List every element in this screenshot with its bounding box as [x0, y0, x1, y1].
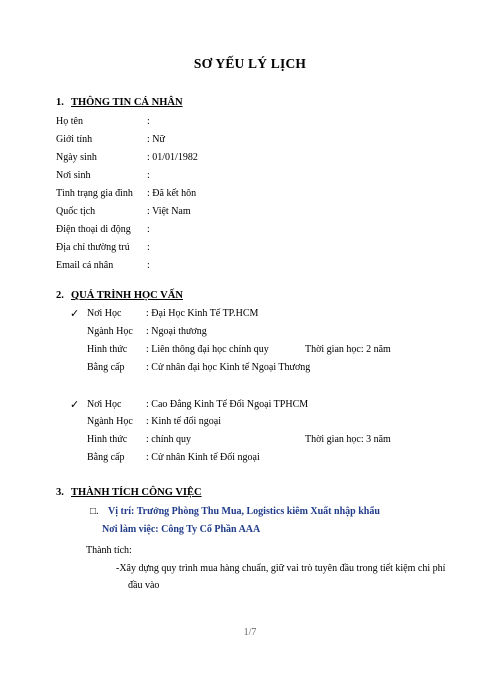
edu-value: : Liên thông đại học chính quy: [146, 344, 269, 355]
edu-key: Nơi Học: [87, 399, 122, 410]
edu-key: Hình thức: [87, 344, 128, 355]
edu-value: : Cao Đẳng Kinh Tế Đối Ngoại TPHCM: [146, 399, 309, 410]
edu-key: Bằng cấp: [87, 362, 125, 373]
edu-value: : Ngoại thương: [146, 326, 207, 337]
edu-duration: Thời gian học: 2 năm: [305, 344, 391, 355]
info-key: Điện thoại di động: [56, 224, 131, 235]
info-value: : Việt Nam: [147, 206, 191, 217]
edu-value: : Đại Học Kinh Tế TP.HCM: [146, 308, 259, 319]
info-key: Email cá nhân: [56, 260, 114, 271]
info-key: Nơi sinh: [56, 170, 91, 181]
edu-key: Hình thức: [87, 434, 128, 445]
job-position-text: Vị trí: Trưởng Phòng Thu Mua, Logistics kiêm Xuất nhập khẩu: [108, 506, 380, 517]
info-key: Địa chỉ thường trú: [56, 242, 130, 253]
section-number: 1.: [56, 97, 64, 108]
section-label: THÀNH TÍCH CÔNG VIỆC: [71, 487, 202, 498]
info-value: :: [147, 170, 150, 181]
edu-key: Ngành Học: [87, 326, 133, 337]
section-number: 2.: [56, 290, 64, 301]
section-number: 3.: [56, 487, 64, 498]
info-key: Giới tính: [56, 134, 93, 145]
edu-key: Bằng cấp: [87, 452, 125, 463]
page-number: 1/7: [243, 627, 257, 638]
job-workplace: Nơi làm việc: Công Ty Cổ Phần AAA: [102, 524, 261, 535]
section-label: THÔNG TIN CÁ NHÂN: [71, 97, 183, 108]
edu-value: : Kinh tế đối ngoại: [146, 416, 221, 427]
info-key: Ngày sinh: [56, 152, 97, 163]
info-value: :: [147, 224, 150, 235]
info-value: :: [147, 116, 150, 127]
edu-duration: Thời gian học: 3 năm: [305, 434, 391, 445]
info-value: : Nữ: [147, 134, 165, 145]
section-personal-heading: [56, 97, 183, 108]
info-key: Họ tên: [56, 116, 83, 127]
section-work-heading: [56, 487, 202, 498]
info-key: Tình trạng gia đình: [56, 188, 133, 199]
info-value: : Đã kết hôn: [147, 188, 197, 199]
info-value: :: [147, 242, 150, 253]
section-label: QUÁ TRÌNH HỌC VẤN: [71, 290, 183, 301]
info-key: Quốc tịch: [56, 206, 96, 217]
edu-key: Nơi Học: [87, 308, 122, 319]
checkmark-icon: ✓: [70, 399, 80, 411]
info-value: : 01/01/1982: [147, 152, 198, 163]
achievement-item: -Xây dựng quy trình mua hàng chuẩn, giữ vai trò tuyên đầu trong tiết kiệm chi phí: [116, 563, 446, 574]
info-value: :: [147, 260, 150, 271]
edu-value: : Cử nhân Kinh tế Đối ngoại: [146, 452, 260, 463]
job-position: [90, 506, 380, 517]
checkmark-icon: ✓: [70, 308, 80, 320]
section-education-heading: [56, 290, 183, 301]
achievement-item-cont: đầu vào: [128, 580, 160, 591]
page-title: SƠ YẾU LÝ LỊCH: [193, 56, 307, 71]
edu-value: : chính quy: [146, 434, 191, 445]
square-bullet-icon: □.: [90, 506, 99, 517]
edu-key: Ngành Học: [87, 416, 133, 427]
edu-value: : Cử nhân đại học Kinh tế Ngoại Thương: [146, 362, 311, 373]
achievements-label: Thành tích:: [86, 545, 132, 556]
